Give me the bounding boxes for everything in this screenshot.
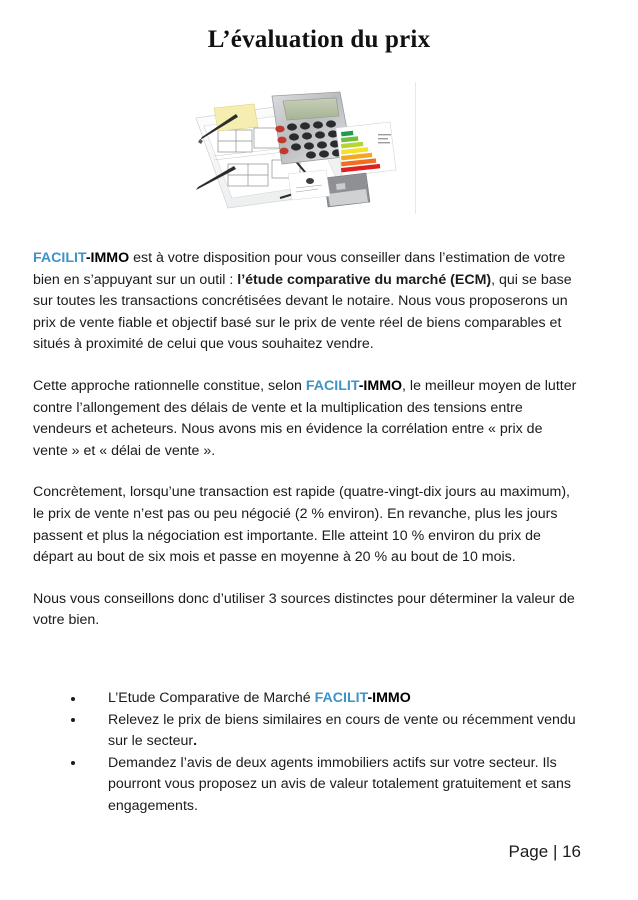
list-item — [33, 710, 581, 753]
paragraph-1-bold: l’étude comparative du marché (ECM) — [237, 271, 492, 288]
list-item-text: Demandez l’avis de deux agents immobiliers actifs sur votre secteur. Ils pourront vous proposez un avis de valeur totalement gratuitement et sans engagements. — [108, 754, 571, 814]
paragraph-2-text-2: , le meilleur moyen de lutter contre l’allongement des délais de vente et la multiplication des tensions entre vendeurs et acheteurs. Nous avons mis en évidence la corrélation entre « prix de vente » et « délai de vente ». — [33, 377, 577, 459]
valuation-illustration — [184, 82, 416, 214]
illustration-canvas — [184, 82, 416, 214]
bullet-dot-icon — [71, 718, 75, 722]
brand-immo: -IMMO — [367, 690, 411, 706]
paragraph-2 — [33, 376, 581, 462]
list-item — [33, 688, 581, 710]
list-item — [33, 753, 581, 818]
paragraph-1-text-2: , qui se base sur toutes les transactions concrétisées devant le notaire. Nous vous proposerons un prix de vente fiable et objectif basé sur le prix de vente réel de biens comparables et situés à proximité de celui que vous souhaitez vendre. — [33, 271, 572, 353]
document-body — [33, 248, 581, 632]
page-footer: Page | 16 — [508, 842, 581, 861]
paragraph-2-text-1: Cette approche rationnelle constitue, selon — [33, 377, 306, 394]
bullet-dot-icon — [71, 697, 75, 701]
bullet-dot-icon — [71, 761, 75, 765]
list-item-text: L’Etude Comparative de Marché — [108, 690, 315, 706]
list-item-text-bold: . — [193, 733, 198, 750]
brand-immo: -IMMO — [358, 377, 403, 394]
page-title: L’évaluation du prix — [207, 26, 431, 53]
property-photo-tile — [324, 173, 370, 207]
illustration-right-edge — [415, 82, 416, 214]
list-item-text: Relevez le prix de biens similaires en cours de vente ou récemment vendu sur le secteur — [108, 711, 576, 750]
paragraph-1-text-1: est à votre disposition pour vous conseiller dans l’estimation de votre bien en s’appuyant sur un outil : — [33, 250, 566, 288]
brand-facilit: FACILIT — [305, 377, 359, 394]
real-estate-valuation-photo — [184, 82, 416, 214]
brand-facilit: FACILIT — [33, 250, 86, 266]
sources-bullet-list — [33, 688, 581, 818]
brand-immo: -IMMO — [85, 250, 130, 266]
sketch-tile — [288, 170, 330, 200]
energy-rating-chart — [336, 122, 396, 176]
paragraph-4: Nous vous conseillons donc d’utiliser 3 sources distinctes pour déterminer la valeur de votre bien. — [33, 590, 575, 629]
paragraph-1 — [33, 248, 581, 356]
brand-facilit: FACILIT — [314, 690, 368, 706]
paragraph-3: Concrètement, lorsqu’une transaction est rapide (quatre-vingt-dix jours au maximum), le prix de vente n’est pas ou peu négocié (2 % environ). En revanche, plus les jours passent et plus la négociation est importante. Elle atteint 10 % environ du prix de départ au bout de six mois et passe en moyenne à 20 % au bout de 10 mois. — [33, 484, 570, 566]
